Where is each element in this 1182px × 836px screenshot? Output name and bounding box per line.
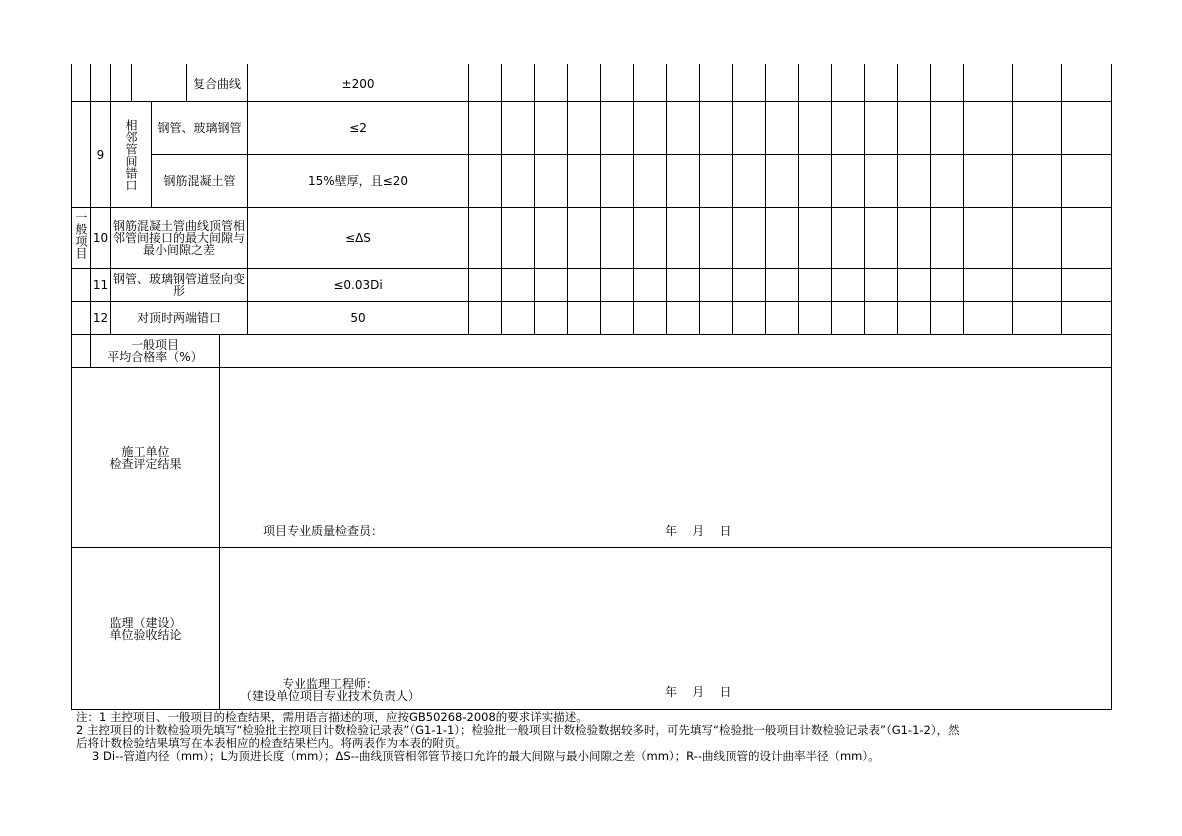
item-10-value: ≤ΔS <box>345 231 371 245</box>
construction-result-label <box>72 368 219 547</box>
grid-line-v <box>633 64 634 335</box>
grid-line-v <box>534 64 535 335</box>
item-11-value: ≤0.03Di <box>333 278 383 292</box>
supervision-label-line1: 监理（建设） <box>109 615 182 630</box>
item-9-steel-value: ≤2 <box>349 121 367 135</box>
grid-line-h <box>71 367 1112 368</box>
grid-line-v <box>468 64 469 335</box>
note-2b: 后将计数检验结果填写在本表相应的检查结果栏内。将两表作为本表的附页。 <box>76 736 467 750</box>
grid-line-v <box>897 64 898 335</box>
grid-line-h <box>71 547 1112 548</box>
construction-label-line1: 施工单位 <box>121 444 170 459</box>
grid-line-v <box>1061 64 1062 335</box>
grid-line-v <box>864 64 865 335</box>
grid-line-v <box>963 64 964 335</box>
supervision-date: 年 月 日 <box>665 685 732 699</box>
quality-inspector-label: 项目专业质量检查员： <box>263 524 384 538</box>
grid-line-v <box>798 64 799 335</box>
construction-date: 年 月 日 <box>665 524 732 538</box>
avg-pass-rate-label <box>91 335 219 367</box>
item-12-value: 50 <box>350 311 366 325</box>
grid-line-v <box>1111 64 1112 335</box>
note-3: 3 Di--管道内径（mm）；L为顶进长度（mm）；ΔS--曲线顶管相邻管节接口允许的最大间隙与最小间隙之差（mm）；R--曲线顶管的设计曲率半径（mm）。 <box>92 749 880 763</box>
supervision-label-line2: 单位验收结论 <box>109 627 182 642</box>
grid-line-v <box>1012 64 1013 335</box>
item-9-title: 相邻管间错口 <box>124 118 138 191</box>
grid-line-v <box>567 64 568 335</box>
avg-pass-rate-line1: 一般项目 <box>130 338 179 352</box>
item-10-label: 钢筋混凝土管曲线顶管相邻管间接口的最大间隙与最小间隙之差 <box>112 219 245 257</box>
item-9-concrete-value: 15%壁厚，且≤20 <box>308 174 408 188</box>
construction-label-line2: 检查评定结果 <box>109 456 182 471</box>
item-11-number: 11 <box>92 278 109 292</box>
item-9-concrete-label: 钢筋混凝土管 <box>163 174 236 188</box>
grid-line-v <box>699 64 700 335</box>
item-9-steel-label: 钢管、玻璃钢管 <box>157 121 242 135</box>
grid-line-v <box>930 64 931 335</box>
grid-line-v <box>831 64 832 335</box>
supervision-engineer-line2: （建设单位项目专业技术负责人） <box>239 689 420 703</box>
item-12-number: 12 <box>92 311 109 325</box>
avg-pass-rate-line2: 平均合格率（%） <box>107 350 203 364</box>
item-11-label: 钢管、玻璃钢管道竖向变形 <box>112 272 245 298</box>
compound-curve-value: ±200 <box>341 76 375 91</box>
grid-line-h <box>71 334 1112 335</box>
grid-line-v <box>131 64 132 102</box>
note-1: 注：1 主控项目、一般项目的检查结果，需用语言描述的项，应按GB50268-2008的要求详实描述。 <box>76 710 588 724</box>
general-items-group-label: 一般项目 <box>74 210 88 259</box>
supervision-engineer-line1: 专业监理工程师： <box>281 677 378 691</box>
item-9-number: 9 <box>96 147 105 162</box>
note-2a: 2 主控项目的计数检验项先填写“检验批主控项目计数检验记录表”（G1-1-1）；检验批一般项目计数检验数据较多时，可先填写“检验批一般项目计数检验记录表”（G1-1-2），然 <box>76 723 960 737</box>
grid-line-v <box>600 64 601 335</box>
grid-line-v <box>765 64 766 335</box>
item-12-label: 对顶时两端错口 <box>136 311 221 325</box>
grid-line-v <box>666 64 667 335</box>
supervision-engineer-label <box>225 676 435 704</box>
compound-curve-label: 复合曲线 <box>192 76 241 91</box>
grid-line-v <box>501 64 502 335</box>
grid-line-v <box>732 64 733 335</box>
supervision-conclusion-label <box>72 548 219 709</box>
item-10-number: 10 <box>92 231 109 245</box>
grid-line-v <box>219 334 220 710</box>
